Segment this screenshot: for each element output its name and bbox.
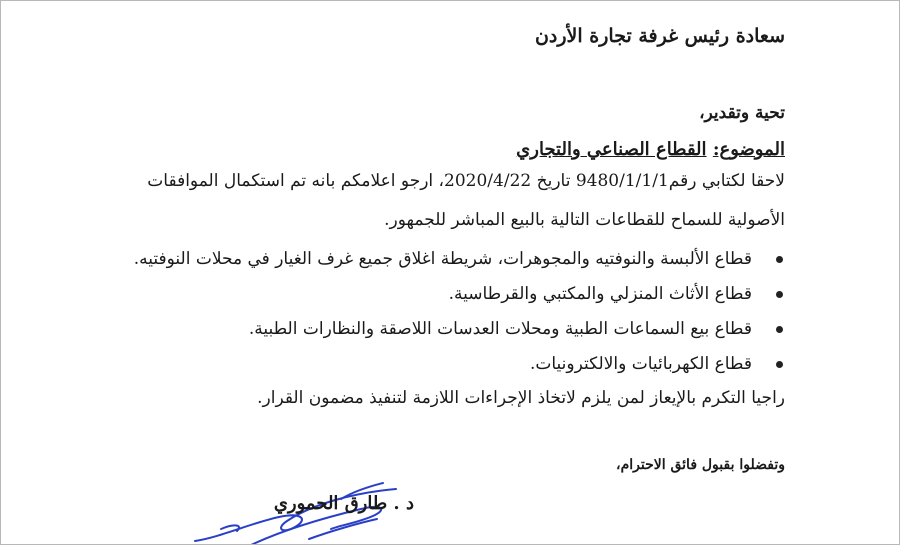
list-item-text: قطاع الكهربائيات والالكترونيات. <box>529 354 752 374</box>
list-item-text: قطاع بيع السماعات الطبية ومحلات العدسات اللاصقة والنظارات الطبية. <box>248 319 752 339</box>
body-paragraph-line-2: الأصولية للسماح للقطاعات التالية بالبيع المباشر للجمهور. <box>384 210 785 230</box>
sector-list <box>134 246 785 386</box>
list-item <box>134 246 785 281</box>
subject-line <box>516 139 785 160</box>
addressee-line: سعادة رئيس غرفة تجارة الأردن <box>534 25 785 47</box>
list-item <box>134 351 785 386</box>
body-paragraph-line-1: لاحقا لكتابي رقم9480/1/1/1 تاريخ 2020/4/22، ارجو اعلامكم بانه تم استكمال الموافقات <box>147 171 785 191</box>
subject-text: القطاع الصناعي والتجاري <box>516 139 707 160</box>
list-item-text: قطاع الأثاث المنزلي والمكتبي والقرطاسية. <box>448 284 752 304</box>
bullet-dot-icon <box>776 256 783 263</box>
list-item <box>134 316 785 351</box>
bullet-dot-icon <box>776 326 783 333</box>
closing-request: راجيا التكرم بالإيعاز لمن يلزم لاتخاذ الإجراءات اللازمة لتنفيذ مضمون القرار. <box>257 388 785 408</box>
list-item-text: قطاع الألبسة والنوفتيه والمجوهرات، شريطة اغلاق جميع غرف الغيار في محلات النوفتيه. <box>133 249 752 269</box>
bullet-dot-icon <box>776 291 783 298</box>
regards-line: وتفضلوا بقبول فائق الاحترام، <box>616 457 785 473</box>
greeting-line: تحية وتقدير، <box>699 103 785 123</box>
bullet-dot-icon <box>776 361 783 368</box>
signer-name: د . طارق الحموري <box>273 493 414 514</box>
subject-label: الموضوع: <box>712 139 785 160</box>
list-item <box>134 281 785 316</box>
